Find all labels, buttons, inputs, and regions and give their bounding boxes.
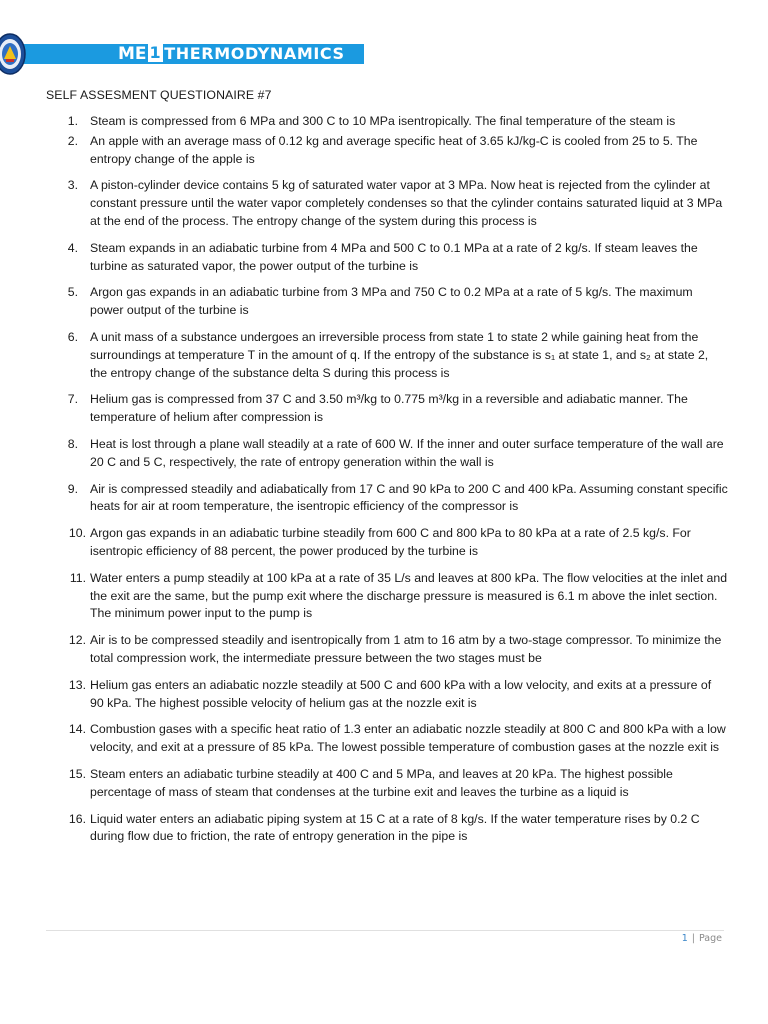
question-number: 3.: [67, 178, 78, 193]
question-text: Liquid water enters an adiabatic piping system at 15 C at a rate of 8 kg/s. If the water temperature rises by 0.2 C during flow due to friction, the rate of entropy generation in the pipe is: [90, 811, 700, 844]
course-number-box: 1: [149, 43, 162, 62]
question-number: 8.: [67, 436, 78, 451]
question-number: 2.: [67, 133, 78, 148]
question-number: 5.: [67, 285, 78, 300]
question-text: Combustion gases with a specific heat ratio of 1.3 enter an adiabatic nozzle steadily at 800 C and 800 kPa with a low velocity, and exit at a pressure of 85 kPa. The lowest possible temperature of combustion gases at the nozzle exit is: [90, 722, 726, 755]
question-number: 9.: [67, 481, 78, 496]
question-item: [46, 133, 728, 169]
page-label: Page: [699, 933, 722, 944]
course-code: ME: [118, 44, 147, 64]
question-item: [46, 677, 728, 713]
question-item: [46, 632, 728, 668]
question-text: Water enters a pump steadily at 100 kPa at a rate of 35 L/s and leaves at 800 kPa. The flow velocities at the inlet and the exit are the same, but the pump exit where the discharge pressure is measured is 6.1 m above the inlet section. The minimum power input to the pump is: [90, 570, 728, 621]
question-number: 12.: [68, 633, 86, 648]
question-text: An apple with an average mass of 0.12 kg and average specific heat of 3.65 kJ/kg-C is cooled from 25 to 5. The entropy change of the apple is: [90, 133, 698, 166]
question-text: Helium gas enters an adiabatic nozzle steadily at 500 C and 600 kPa with a low velocity, and exits at a pressure of 90 kPa. The highest possible velocity of helium gas at the nozzle exit is: [90, 677, 712, 710]
question-item: [46, 240, 728, 276]
question-number: 10.: [68, 526, 86, 541]
course-name: THERMODYNAMICS: [164, 44, 345, 63]
question-number: 15.: [68, 766, 86, 781]
question-list: [46, 113, 728, 846]
question-text: Steam enters an adiabatic turbine steadily at 400 C and 5 MPa, and leaves at 20 kPa. The highest possible percentage of mass of steam that condenses at the turbine exit and leaves the turbine as a liquid is: [90, 766, 673, 799]
question-number: 4.: [67, 240, 78, 255]
question-text: Argon gas expands in an adiabatic turbine from 3 MPa and 750 C to 0.2 MPa at a rate of 5 kg/s. The maximum power output of the turbine is: [90, 285, 693, 318]
course-title: [118, 43, 345, 65]
university-seal-logo: [0, 32, 28, 76]
footer-separator: |: [691, 933, 695, 944]
question-item: [46, 113, 728, 131]
question-text: Steam is compressed from 6 MPa and 300 C to 10 MPa isentropically. The final temperature of the steam is: [90, 114, 676, 128]
question-text: A piston-cylinder device contains 5 kg of saturated water vapor at 3 MPa. Now heat is rejected from the cylinder at constant pressure until the water vapor completely condenses so that the cylinder contains saturated liquid at 3 MPa at the end of the process. The entropy change of the system during this process is: [90, 178, 723, 228]
question-item: [46, 811, 728, 847]
question-number: 1.: [67, 114, 78, 128]
footer-divider: [46, 930, 724, 931]
question-item: [46, 284, 728, 320]
question-text: A unit mass of a substance undergoes an irreversible process from state 1 to state 2 while gaining heat from the surroundings at temperature T in the amount of q. If the entropy of the substance is s₁ at state 1, and s₂ at state 2, the entropy change of the substance delta S during this process is: [90, 329, 709, 380]
question-item: [46, 721, 728, 757]
question-text: Heat is lost through a plane wall steadily at a rate of 600 W. If the inner and outer surface temperature of the wall are 20 C and 5 C, respectively, the rate of entropy generation within the wall is: [90, 436, 724, 469]
question-item: [46, 329, 728, 382]
question-text: Helium gas is compressed from 37 C and 3.50 m³/kg to 0.775 m³/kg in a reversible and adiabatic manner. The temperature of helium after compression is: [90, 392, 688, 425]
question-text: Argon gas expands in an adiabatic turbine steadily from 600 C and 800 kPa to 80 kPa at a rate of 2.5 kg/s. For isentropic efficiency of 88 percent, the power produced by the turbine is: [90, 526, 691, 558]
question-item: [46, 436, 728, 472]
question-item: [46, 481, 728, 517]
question-text: Steam expands in an adiabatic turbine from 4 MPa and 500 C to 0.1 MPa at a rate of 2 kg/s. If steam leaves the turbine as saturated vapor, the power output of the turbine is: [90, 240, 698, 273]
questionnaire-heading: SELF ASSESMENT QUESTIONAIRE #7: [46, 88, 272, 102]
question-number: 13.: [68, 677, 86, 692]
question-number: 6.: [67, 329, 78, 344]
question-text: Air is to be compressed steadily and isentropically from 1 atm to 16 atm by a two-stage compressor. To minimize the total compression work, the intermediate pressure between the two stages must be: [90, 633, 722, 665]
question-number: 7.: [67, 392, 78, 407]
question-item: [46, 766, 728, 802]
question-text: Air is compressed steadily and adiabatically from 17 C and 90 kPa to 200 C and 400 kPa. Assuming constant specific heats for air at room temperature, the isentropic efficiency of the compressor is: [90, 481, 728, 514]
question-item: [46, 391, 728, 427]
page-number: 1: [681, 933, 688, 944]
question-item: [46, 570, 728, 623]
question-item: [46, 177, 728, 230]
page-header: [0, 26, 768, 82]
page-footer: [682, 933, 722, 944]
question-number: 16.: [68, 811, 86, 826]
question-item: [46, 525, 728, 561]
question-number: 11.: [69, 570, 86, 585]
question-number: 14.: [68, 722, 86, 737]
